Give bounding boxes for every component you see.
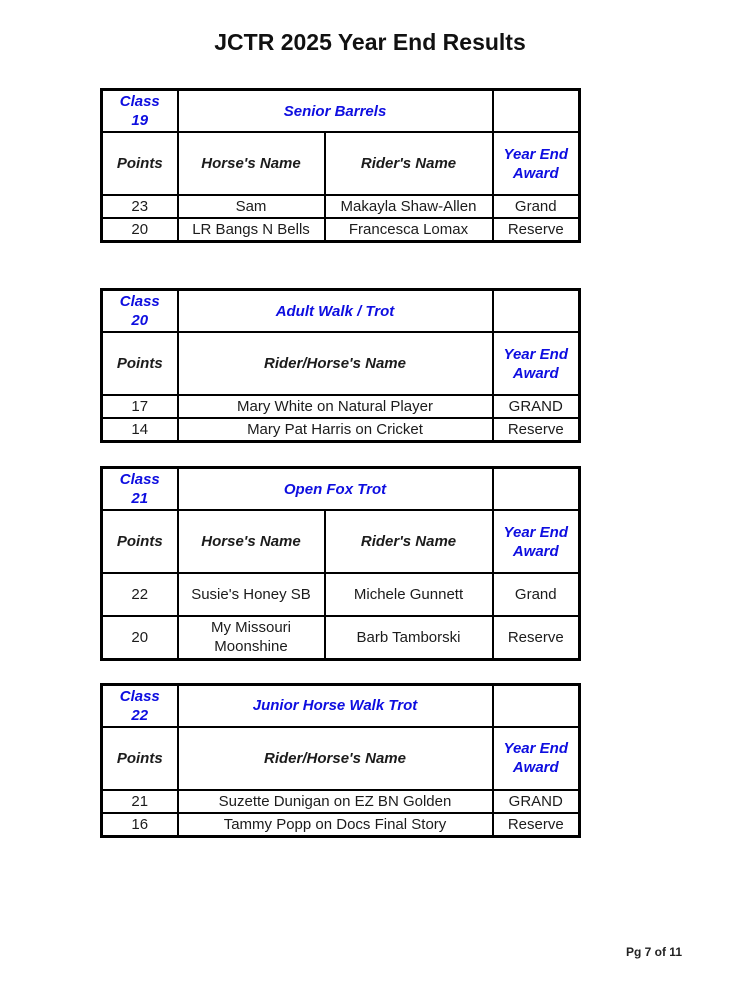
horse-name-header: Horse's Name — [178, 510, 325, 573]
points-cell: 17 — [102, 395, 178, 418]
class-cell — [102, 90, 178, 133]
award-cell: Grand — [493, 573, 580, 616]
rider-horse-name-cell: Mary Pat Harris on Cricket — [178, 418, 493, 442]
points-cell: 23 — [102, 195, 178, 218]
table-row — [102, 395, 580, 418]
empty-corner-cell — [493, 290, 580, 333]
points-cell: 21 — [102, 790, 178, 813]
rider-name-cell: Michele Gunnett — [325, 573, 493, 616]
class-number: 20 — [131, 312, 149, 329]
rider-name-cell: Francesca Lomax — [325, 218, 493, 242]
horse-name-cell: My Missouri Moonshine — [178, 616, 325, 659]
rider-horse-name-cell: Suzette Dunigan on EZ BN Golden — [178, 790, 493, 813]
year-end-award-header: Year End Award — [493, 510, 580, 573]
horse-name-header: Horse's Name — [178, 132, 325, 195]
table-title: Open Fox Trot — [178, 468, 493, 511]
page-number: Pg 7 of 11 — [625, 945, 682, 959]
table-title: Senior Barrels — [178, 90, 493, 133]
rider-horse-name-header: Rider/Horse's Name — [178, 727, 493, 790]
points-cell: 22 — [102, 573, 178, 616]
table-title: Junior Horse Walk Trot — [178, 684, 493, 727]
points-cell: 20 — [102, 616, 178, 659]
results-table-class-21 — [100, 466, 581, 661]
class-title-row — [102, 290, 580, 333]
horse-name-cell: Susie's Honey SB — [178, 573, 325, 616]
horse-name-cell: Sam — [178, 195, 325, 218]
header-row — [102, 332, 580, 395]
header-row — [102, 727, 580, 790]
rider-horse-name-cell: Tammy Popp on Docs Final Story — [178, 813, 493, 837]
award-cell: GRAND — [493, 790, 580, 813]
class-title-row — [102, 684, 580, 727]
class-number: 21 — [131, 490, 149, 507]
year-end-award-header: Year End Award — [493, 132, 580, 195]
class-word: Class — [119, 93, 160, 110]
rider-horse-name-header: Rider/Horse's Name — [178, 332, 493, 395]
award-cell: Grand — [493, 195, 580, 218]
rider-name-header: Rider's Name — [325, 510, 493, 573]
table-row — [102, 813, 580, 837]
class-cell — [102, 468, 178, 511]
rider-horse-name-cell: Mary White on Natural Player — [178, 395, 493, 418]
rider-name-cell: Barb Tamborski — [325, 616, 493, 659]
points-header: Points — [102, 510, 178, 573]
class-number: 22 — [131, 706, 149, 724]
table-row — [102, 218, 580, 242]
header-row — [102, 132, 580, 195]
award-cell: Reserve — [493, 218, 580, 242]
points-cell: 16 — [102, 813, 178, 837]
class-title-row — [102, 90, 580, 133]
header-row — [102, 510, 580, 573]
rider-name-header: Rider's Name — [325, 132, 493, 195]
results-table-class-20 — [100, 288, 581, 443]
horse-name-cell: LR Bangs N Bells — [178, 218, 325, 242]
class-word: Class — [119, 687, 160, 705]
award-cell: Reserve — [493, 813, 580, 837]
table-row — [102, 573, 580, 616]
table-title: Adult Walk / Trot — [178, 290, 493, 333]
points-header: Points — [102, 132, 178, 195]
results-table-class-19 — [100, 88, 581, 243]
year-end-award-header: Year End Award — [493, 332, 580, 395]
points-header: Points — [102, 727, 178, 790]
award-cell: Reserve — [493, 616, 580, 659]
empty-corner-cell — [493, 90, 580, 133]
class-word: Class — [119, 471, 160, 488]
class-number: 19 — [131, 112, 149, 129]
table-row — [102, 616, 580, 659]
class-cell — [102, 684, 178, 727]
award-cell: GRAND — [493, 395, 580, 418]
class-title-row — [102, 468, 580, 511]
points-cell: 20 — [102, 218, 178, 242]
page-title: JCTR 2025 Year End Results — [214, 29, 526, 55]
class-word: Class — [119, 293, 160, 310]
table-row — [102, 418, 580, 442]
table-row — [102, 790, 580, 813]
points-cell: 14 — [102, 418, 178, 442]
award-cell: Reserve — [493, 418, 580, 442]
empty-corner-cell — [493, 684, 580, 727]
results-table-class-22 — [100, 683, 581, 838]
year-end-award-header: Year End Award — [493, 727, 580, 790]
rider-name-cell: Makayla Shaw-Allen — [325, 195, 493, 218]
empty-corner-cell — [493, 468, 580, 511]
class-cell — [102, 290, 178, 333]
points-header: Points — [102, 332, 178, 395]
table-row — [102, 195, 580, 218]
